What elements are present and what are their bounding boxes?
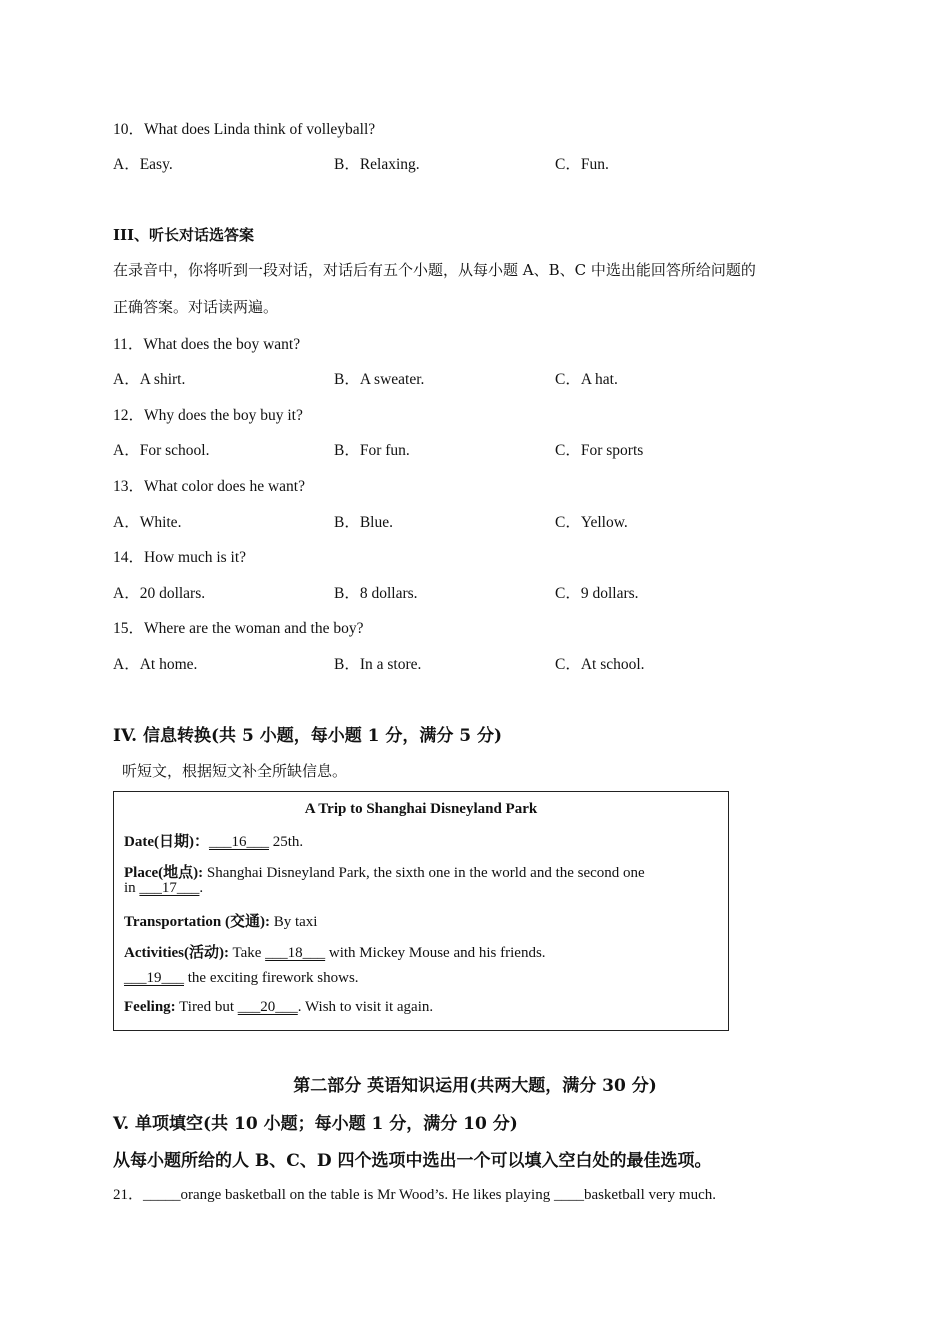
activities-pre: Take: [228, 945, 266, 961]
q11-option-c: C．A hat.: [555, 371, 618, 388]
q10-option-b: B．Relaxing.: [334, 156, 420, 173]
feeling-post: . Wish to visit it again.: [297, 999, 434, 1015]
feeling-label: Feeling:: [124, 999, 176, 1015]
section-4-title: IV. 信息转换(共 5 小题，每小题 1 分，满分 5 分): [113, 726, 503, 746]
blank-18: ___18___: [265, 945, 326, 961]
q15-option-c: C．At school.: [555, 656, 645, 673]
section-3-title: III、听长对话选答案: [113, 226, 255, 244]
question-21: 21．_____orange basketball on the table is Mr Wood’s. He likes playing ____basketball very much.: [113, 1187, 716, 1203]
section-3-instruction-line-1: 在录音中，你将听到一段对话，对话后有五个小题，从每小题 A、B、C 中选出能回答所给问题的: [113, 261, 756, 279]
q12-option-a: A．For school.: [113, 442, 210, 459]
section-5-title: V. 单项填空(共 10 小题；每小题 1 分，满分 10 分): [113, 1114, 518, 1134]
fireworks-text: the exciting firework shows.: [184, 970, 359, 986]
activities-line: [124, 941, 546, 962]
q11-option-a: A．A shirt.: [113, 371, 186, 388]
q10-option-c: C．Fun.: [555, 156, 609, 173]
activities-post: with Mickey Mouse and his friends.: [325, 945, 546, 961]
date-rest: 25th.: [268, 834, 304, 850]
question-14: 14．How much is it?: [113, 549, 247, 566]
q12-option-c: C．For sports: [555, 442, 644, 459]
q15-option-a: A．At home.: [113, 656, 198, 673]
place-line-2-pre: in: [124, 880, 140, 896]
transportation-line: [124, 910, 317, 931]
blank-17: ___17___: [139, 880, 200, 896]
feeling-line: [124, 999, 433, 1016]
question-10: 10．What does Linda think of volleyball?: [113, 121, 376, 138]
q10-option-a: A．Easy.: [113, 156, 173, 173]
blank-20: ___20___: [237, 999, 298, 1015]
place-line-2-post: .: [199, 880, 204, 896]
question-12: 12．Why does the boy buy it?: [113, 407, 303, 424]
q12-option-b: B．For fun.: [334, 442, 410, 459]
place-line: [124, 861, 645, 882]
question-13: 13．What color does he want?: [113, 478, 305, 495]
place-line-2: [124, 880, 203, 897]
section-4-instruction: 听短文，根据短文补全所缺信息。: [122, 762, 348, 780]
q13-option-a: A．White.: [113, 514, 182, 531]
activities-label: Activities(活动):: [124, 945, 229, 961]
q13-option-c: C．Yellow.: [555, 514, 628, 531]
date-label: Date(日期)：: [124, 834, 209, 850]
transportation-label: Transportation (交通):: [124, 914, 270, 930]
place-label: Place(地点):: [124, 865, 204, 881]
q11-option-b: B．A sweater.: [334, 371, 425, 388]
q14-option-a: A．20 dollars.: [113, 585, 206, 602]
feeling-pre: Tired but: [175, 999, 238, 1015]
section-3-instruction-line-2: 正确答案。对话读两遍。: [113, 298, 279, 316]
question-15: 15．Where are the woman and the boy?: [113, 620, 364, 637]
transportation-text: By taxi: [269, 914, 318, 930]
info-box-title: A Trip to Shanghai Disneyland Park: [304, 801, 538, 817]
section-5-instruction: 从每小题所给的人 B、C、D 四个选项中选出一个可以填入空白处的最佳选项。: [113, 1151, 712, 1171]
question-11: 11．What does the boy want?: [113, 336, 301, 353]
q15-option-b: B．In a store.: [334, 656, 422, 673]
date-line: [124, 830, 303, 851]
part-2-title: 第二部分 英语知识运用(共两大题，满分 30 分): [293, 1076, 657, 1096]
blank-19: ___19___: [124, 970, 184, 986]
q14-option-b: B．8 dollars.: [334, 585, 418, 602]
q13-option-b: B．Blue.: [334, 514, 393, 531]
q14-option-c: C．9 dollars.: [555, 585, 639, 602]
blank-16: ___16___: [208, 834, 269, 850]
fireworks-line: [124, 970, 359, 987]
info-box: [113, 791, 729, 1031]
place-text: Shanghai Disneyland Park, the sixth one in the world and the second one: [203, 865, 645, 881]
